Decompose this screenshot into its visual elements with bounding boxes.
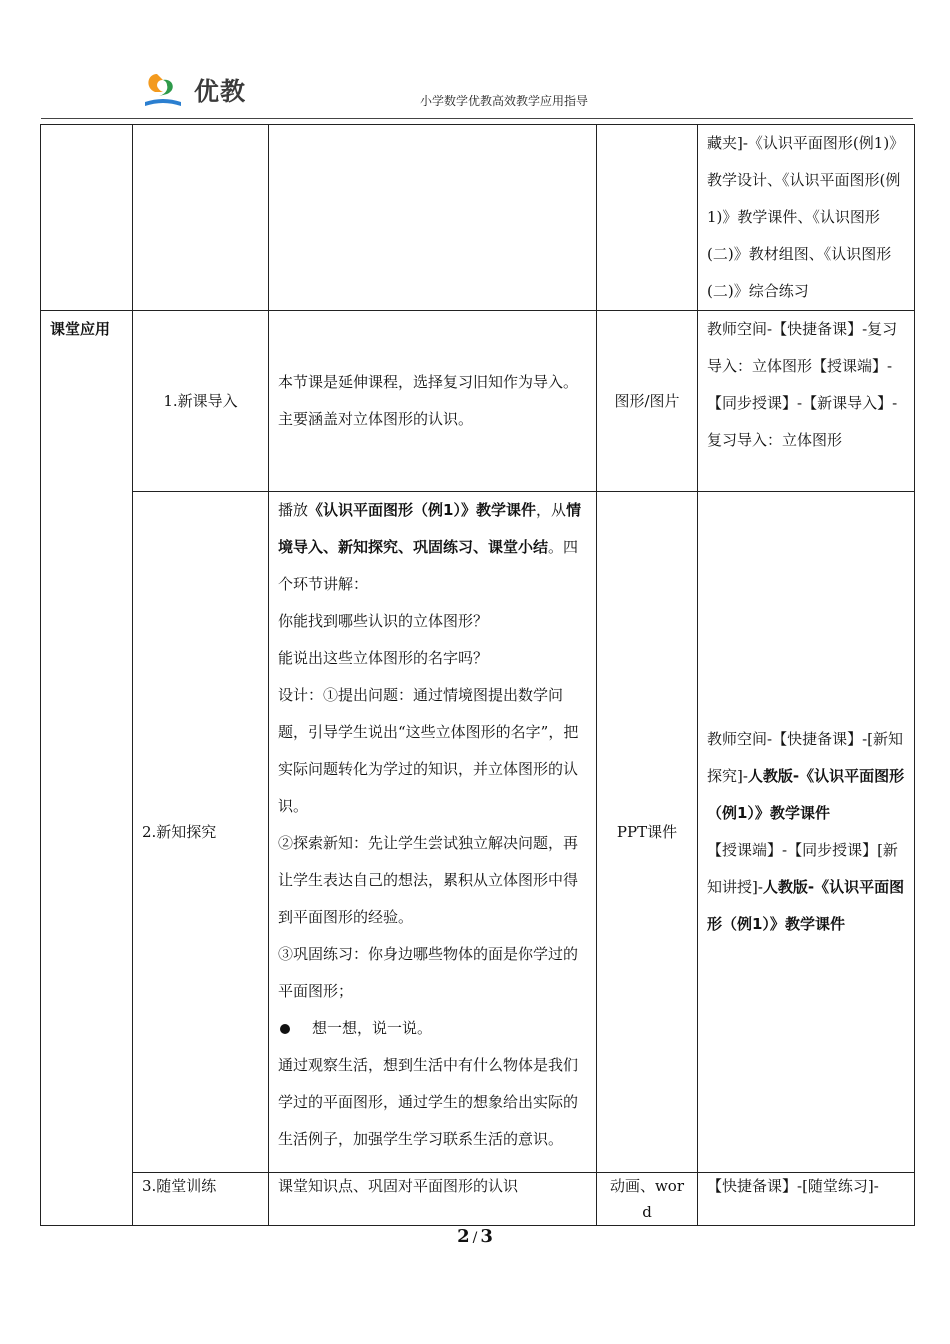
page-number <box>0 1226 950 1247</box>
resource-cell <box>698 492 915 1173</box>
resource-cell: 【快捷备课】-[随堂练习]- <box>698 1173 915 1226</box>
media-cell: 图形/图片 <box>597 311 698 492</box>
resource-title: 人教版-《认识平面图形（例1）》教学课件 <box>707 878 905 933</box>
table-row <box>41 311 915 492</box>
header-divider <box>41 118 913 119</box>
resource-cell: 藏夹]-《认识平面图形(例1)》教学设计、《认识平面图形(例1)》教学课件、《认识图形(二)》教材组图、《认识图形(二)》综合练习 <box>698 125 915 311</box>
media-cell <box>597 125 698 311</box>
stage-label: 1.新课导入 <box>133 311 269 492</box>
total-pages: 3 <box>480 1226 493 1247</box>
paragraph: ③巩固练习：你身边哪些物体的面是你学过的平面图形； <box>278 945 579 1000</box>
paragraph: 能说出这些立体图形的名字吗？ <box>278 649 489 667</box>
table-row <box>41 125 915 311</box>
lesson-table <box>40 124 915 1226</box>
section-cell <box>41 125 133 311</box>
page-separator: / <box>472 1230 478 1246</box>
content-cell: 课堂知识点、巩固对平面图形的认识 <box>269 1173 597 1226</box>
bullet-icon <box>280 1024 290 1034</box>
stage-cell <box>133 125 269 311</box>
paragraph <box>278 492 587 603</box>
logo-text: 优教 <box>194 77 247 106</box>
resource-path: 【授课端】-【同步授课】[新知讲授]- <box>707 841 898 896</box>
text: 播放 <box>278 501 309 519</box>
courseware-link-text: 《认识平面图形（例1）》教学课件 <box>308 501 536 519</box>
paragraph: 你能找到哪些认识的立体图形？ <box>278 612 489 630</box>
header-title: 小学数学优教高效教学应用指导 <box>420 94 589 108</box>
stage-label: 2.新知探究 <box>133 492 269 1173</box>
stage-label: 3.随堂训练 <box>133 1173 269 1226</box>
table-row <box>41 1173 915 1226</box>
paragraph: ②探索新知：先让学生尝试独立解决问题，再让学生表达自己的想法，累积从立体图形中得到平面图形的经验。 <box>278 834 579 926</box>
resource-title: 人教版-《认识平面图形（例1）》教学课件 <box>707 767 905 822</box>
text: 。四个环节讲解： <box>278 538 579 593</box>
table-row <box>41 492 915 1173</box>
paragraph: 通过观察生活，想到生活中有什么物体是我们学过的平面图形，通过学生的想象给出实际的生活例子，加强学生学习联系生活的意识。 <box>278 1056 579 1148</box>
stage-list-text: 情境导入、新知探究、巩固练习、课堂小结 <box>278 501 581 556</box>
bullet-item <box>278 1010 587 1047</box>
resource-path: 教师空间-【快捷备课】-[新知探究]- <box>707 730 903 785</box>
current-page: 2 <box>457 1226 470 1247</box>
resource-cell: 教师空间-【快捷备课】-复习导入：立体图形【授课端】-【同步授课】-【新课导入】-复习导入：立体图形 <box>698 311 915 492</box>
content-cell: 本节课是延伸课程，选择复习旧知作为导入。主要涵盖对立体图形的认识。 <box>269 311 597 492</box>
page-header <box>0 0 950 122</box>
media-cell: 动画、word <box>597 1173 698 1226</box>
media-cell: PPT课件 <box>597 492 698 1173</box>
paragraph: 设计：①提出问题：通过情境图提出数学问题，引导学生说出“这些立体图形的名字”，把实际问题转化为学过的知识，并立体图形的认识。 <box>278 686 579 815</box>
section-label: 课堂应用 <box>41 311 133 1226</box>
content-cell <box>269 125 597 311</box>
text: ，从 <box>535 501 566 519</box>
text: 想一想，说一说。 <box>312 1019 433 1037</box>
content-cell <box>269 492 597 1173</box>
